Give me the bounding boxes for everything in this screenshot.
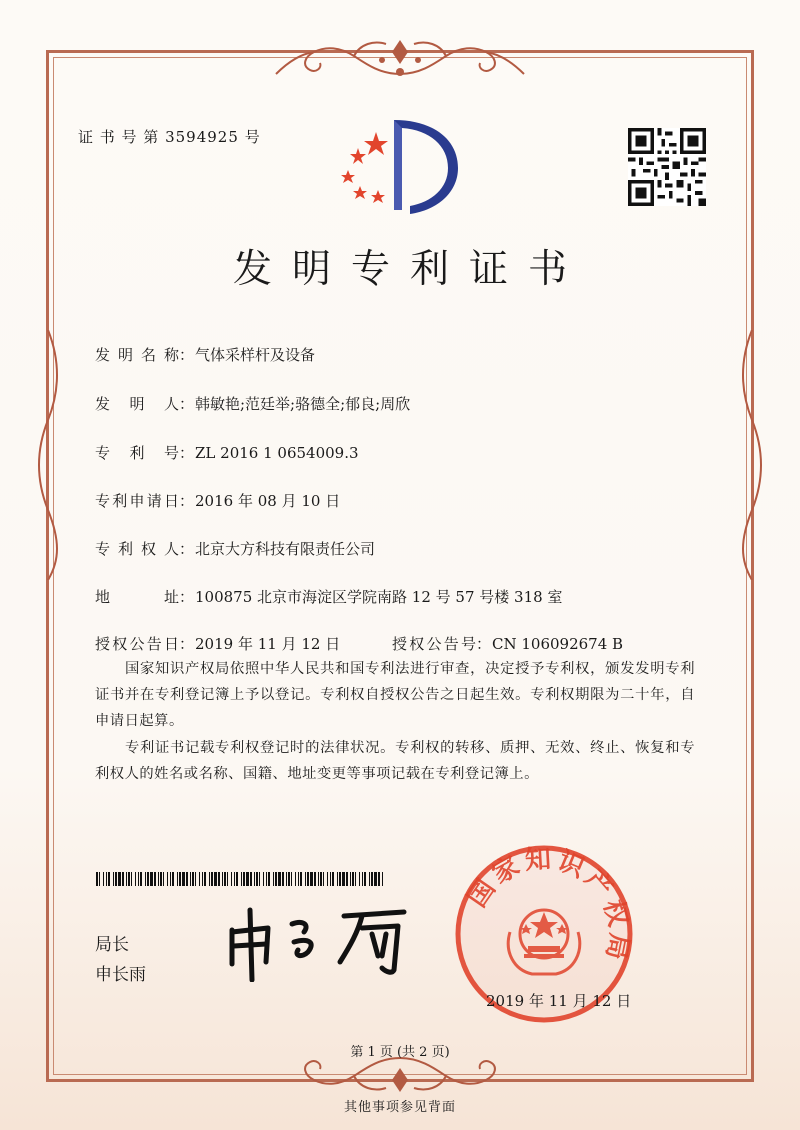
- certificate-number-label: 证 书 号 第: [78, 128, 160, 146]
- barcode-bar: [135, 872, 136, 886]
- barcode-bar: [268, 872, 270, 886]
- colon: ：: [476, 635, 492, 653]
- footer-note: 其他事项参见背面: [343, 1100, 456, 1115]
- barcode-bar: [314, 872, 316, 886]
- barcode-bar: [227, 872, 228, 886]
- colon: ：: [179, 635, 195, 653]
- invention-name-value: 气体采样杆及设备: [195, 346, 316, 364]
- certificate-title: 发明专利证书: [232, 247, 587, 292]
- barcode-bar: [327, 872, 328, 886]
- barcode-bar: [192, 872, 194, 886]
- barcode-bar: [222, 872, 223, 886]
- barcode-bar: [96, 872, 98, 886]
- barcode-bar: [113, 872, 114, 886]
- barcode-bar: [199, 872, 200, 886]
- colon: ：: [179, 395, 195, 413]
- application-date-value: 2016 年 08 月 10 日: [195, 492, 341, 510]
- barcode-bar: [170, 872, 171, 886]
- barcode-bar: [332, 872, 334, 886]
- colon: ：: [179, 588, 195, 606]
- barcode-bar: [278, 872, 281, 886]
- barcode-bar: [236, 872, 238, 886]
- barcode-bar: [259, 872, 260, 886]
- barcode-bar: [298, 872, 299, 886]
- colon: ：: [179, 492, 195, 510]
- application-date-label: 专利申请日: [95, 492, 179, 510]
- barcode-bar: [305, 872, 306, 886]
- barcode-bar: [337, 872, 338, 886]
- barcode-bar: [378, 872, 380, 886]
- barcode-bar: [115, 872, 117, 886]
- barcode-bar: [128, 872, 130, 886]
- barcode-bar: [320, 872, 322, 886]
- barcode-bar: [182, 872, 185, 886]
- barcode-bar: [275, 872, 277, 886]
- barcode-bar: [118, 872, 121, 886]
- barcode: [96, 872, 386, 886]
- handwritten-signature: [222, 902, 422, 982]
- colon: ：: [179, 540, 195, 558]
- barcode-bar: [138, 872, 139, 886]
- barcode-bar: [195, 872, 196, 886]
- barcode-bar: [172, 872, 174, 886]
- issue-date: 2019 年 11 月 12 日: [486, 992, 632, 1010]
- barcode-bar: [246, 872, 249, 886]
- patentee-value: 北京大方科技有限责任公司: [195, 540, 376, 558]
- field-grant-announcement-number: [392, 633, 623, 654]
- grant-announcement-date-value: 2019 年 11 月 12 日: [195, 635, 341, 653]
- barcode-bar: [286, 872, 287, 886]
- barcode-bar: [140, 872, 142, 886]
- barcode-bar: [330, 872, 331, 886]
- field-invention-name: [95, 344, 315, 365]
- barcode-bar: [126, 872, 127, 886]
- barcode-bar: [355, 872, 356, 886]
- barcode-bar: [234, 872, 235, 886]
- address-value: 100875 北京市海淀区学院南路 12 号 57 号楼 318 室: [195, 588, 563, 606]
- signatory-name: 申长雨: [95, 965, 146, 985]
- field-inventors: [95, 393, 410, 414]
- barcode-bar: [256, 872, 258, 886]
- barcode-bar: [190, 872, 191, 886]
- barcode-bar: [364, 872, 366, 886]
- barcode-bar: [323, 872, 324, 886]
- patent-office-logo: [330, 110, 460, 220]
- grant-announcement-date-label: 授权公告日: [95, 635, 179, 653]
- barcode-bar: [371, 872, 373, 886]
- right-ornament: [734, 330, 764, 580]
- field-patent-number: [95, 442, 359, 463]
- inventors-label: 发明人: [95, 395, 179, 413]
- left-ornament: [36, 330, 66, 580]
- barcode-bar: [352, 872, 354, 886]
- barcode-bar: [186, 872, 188, 886]
- barcode-bar: [150, 872, 153, 886]
- barcode-bar: [108, 872, 110, 886]
- barcode-bar: [300, 872, 302, 886]
- inventors-value: 韩敏艳;范廷举;骆德全;郁良;周欣: [195, 395, 411, 413]
- paragraph-grant-statement: 国家知识产权局依照中华人民共和国专利法进行审查，决定授予专利权，颁发发明专利证书并在专利登记簿上予以登记。专利权自授权公告之日起生效。专利权期限为二十年，自申请日起算。: [95, 661, 695, 729]
- barcode-bar: [99, 872, 100, 886]
- signatory-title: 局长: [95, 935, 129, 955]
- patent-number-value: ZL 2016 1 0654009.3: [195, 444, 359, 462]
- patentee-label: 专 利 权 人: [95, 540, 179, 558]
- barcode-bar: [231, 872, 232, 886]
- barcode-bar: [224, 872, 226, 886]
- field-grant-announcement-date: [95, 633, 340, 654]
- grant-announcement-number-value: CN 106092674 B: [492, 635, 624, 653]
- barcode-bar: [103, 872, 104, 886]
- grant-announcement-number-label: 授权公告号: [392, 635, 476, 653]
- barcode-bar: [382, 872, 383, 886]
- page-indicator: 第 1 页 (共 2 页): [350, 1045, 450, 1060]
- barcode-bar: [350, 872, 351, 886]
- barcode-bar: [346, 872, 348, 886]
- barcode-bar: [241, 872, 242, 886]
- barcode-bar: [106, 872, 107, 886]
- barcode-bar: [211, 872, 213, 886]
- barcode-bar: [369, 872, 370, 886]
- barcode-bar: [288, 872, 290, 886]
- field-application-date: [95, 490, 340, 511]
- seal-text: 国家知识产权局: [462, 844, 635, 967]
- barcode-bar: [214, 872, 217, 886]
- qr-code: [628, 128, 706, 206]
- top-ornament: [270, 34, 530, 80]
- barcode-bar: [179, 872, 181, 886]
- barcode-bar: [131, 872, 132, 886]
- invention-name-label: 发 明 名 称: [95, 346, 179, 364]
- certificate-number: [78, 126, 261, 147]
- certificate-number-value: 3594925: [165, 128, 239, 146]
- patent-number-label: 专利号: [95, 444, 179, 462]
- barcode-bar: [291, 872, 292, 886]
- barcode-bar: [202, 872, 203, 886]
- barcode-bar: [254, 872, 255, 886]
- field-patentee: [95, 538, 375, 559]
- barcode-bar: [250, 872, 252, 886]
- barcode-bar: [318, 872, 319, 886]
- barcode-bar: [145, 872, 146, 886]
- barcode-bar: [163, 872, 164, 886]
- barcode-bar: [362, 872, 363, 886]
- barcode-bar: [263, 872, 264, 886]
- field-address: [95, 586, 562, 607]
- barcode-bar: [243, 872, 245, 886]
- barcode-bar: [339, 872, 341, 886]
- barcode-bar: [310, 872, 313, 886]
- paragraph-legal-status: 专利证书记载专利权登记时的法律状况。专利权的转移、质押、无效、终止、恢复和专利权人的姓名或名称、国籍、地址变更等事项记载在专利登记簿上。: [95, 740, 695, 782]
- colon: ：: [179, 444, 195, 462]
- barcode-bar: [209, 872, 210, 886]
- barcode-bar: [122, 872, 124, 886]
- barcode-bar: [147, 872, 149, 886]
- barcode-bar: [342, 872, 345, 886]
- barcode-bar: [158, 872, 159, 886]
- barcode-bar: [266, 872, 267, 886]
- barcode-bar: [177, 872, 178, 886]
- barcode-bar: [273, 872, 274, 886]
- barcode-bar: [307, 872, 309, 886]
- address-label: 地址: [95, 588, 179, 606]
- barcode-bar: [359, 872, 360, 886]
- certificate-number-suffix: 号: [244, 128, 261, 146]
- barcode-bar: [160, 872, 162, 886]
- barcode-bar: [282, 872, 284, 886]
- barcode-bar: [154, 872, 156, 886]
- barcode-bar: [374, 872, 377, 886]
- barcode-bar: [204, 872, 206, 886]
- barcode-bar: [167, 872, 168, 886]
- barcode-bar: [218, 872, 220, 886]
- colon: ：: [179, 346, 195, 364]
- barcode-bar: [295, 872, 296, 886]
